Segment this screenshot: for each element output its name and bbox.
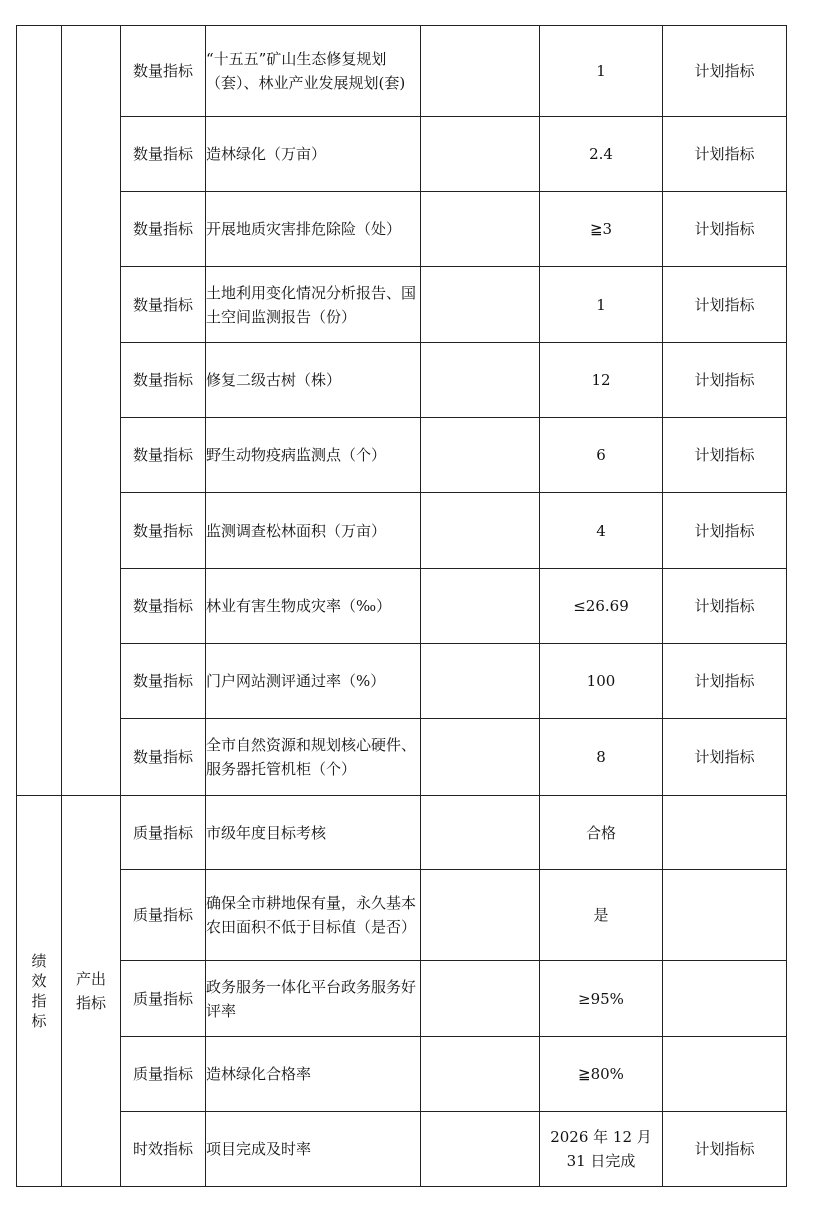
indicator-type: 质量指标 [121,796,206,870]
table-row [17,719,787,796]
blank-cell [421,644,540,719]
indicator-type: 数量指标 [121,418,206,493]
indicator-type: 数量指标 [121,644,206,719]
indicator-name: 项目完成及时率 [206,1112,421,1187]
indicator-value: ≧80% [540,1037,663,1112]
table-row [17,1037,787,1112]
table-row [17,961,787,1037]
indicator-name: “十五五”矿山生态修复规划（套）、林业产业发展规划(套) [206,26,421,117]
indicator-name: 林业有害生物成灾率（‰） [206,569,421,644]
indicator-value: 12 [540,343,663,418]
indicator-value: 合格 [540,796,663,870]
indicator-note [663,870,787,961]
indicator-value: 8 [540,719,663,796]
indicator-value: 6 [540,418,663,493]
table-row [17,267,787,343]
indicator-value: 4 [540,493,663,569]
indicator-value: ≥95% [540,961,663,1037]
indicator-note: 计划指标 [663,192,787,267]
level1-indicator-label: 绩效指标 [31,952,47,1030]
indicator-note: 计划指标 [663,418,787,493]
table-row [17,117,787,192]
indicator-value: 1 [540,26,663,117]
blank-cell [421,343,540,418]
indicator-type: 质量指标 [121,1037,206,1112]
indicator-value: ≧3 [540,192,663,267]
level1-cell-empty [17,26,62,796]
indicator-name: 开展地质灾害排危除险（处） [206,192,421,267]
indicator-note: 计划指标 [663,117,787,192]
table-row [17,569,787,644]
blank-cell [421,493,540,569]
indicator-value: 100 [540,644,663,719]
blank-cell [421,796,540,870]
indicator-name: 造林绿化合格率 [206,1037,421,1112]
indicator-name: 监测调查松林面积（万亩） [206,493,421,569]
table-row [17,343,787,418]
blank-cell [421,192,540,267]
blank-cell [421,870,540,961]
table-row [17,1112,787,1187]
table-row [17,26,787,117]
level2-cell-empty [62,26,121,796]
level2-indicator-cell [62,796,121,1187]
table-row [17,870,787,961]
blank-cell [421,418,540,493]
indicator-value: ≤26.69 [540,569,663,644]
indicator-type: 数量指标 [121,117,206,192]
indicator-name: 政务服务一体化平台政务服务好评率 [206,961,421,1037]
blank-cell [421,961,540,1037]
indicator-note: 计划指标 [663,343,787,418]
table-row [17,192,787,267]
indicator-name: 全市自然资源和规划核心硬件、服务器托管机柜（个） [206,719,421,796]
indicator-note: 计划指标 [663,644,787,719]
indicator-name: 野生动物疫病监测点（个） [206,418,421,493]
indicator-type: 数量指标 [121,719,206,796]
indicator-note [663,796,787,870]
table-row [17,418,787,493]
blank-cell [421,1037,540,1112]
indicator-type: 质量指标 [121,961,206,1037]
blank-cell [421,1112,540,1187]
indicator-name: 确保全市耕地保有量，永久基本农田面积不低于目标值（是否） [206,870,421,961]
indicator-note: 计划指标 [663,569,787,644]
indicator-note: 计划指标 [663,493,787,569]
indicator-type: 质量指标 [121,870,206,961]
indicator-note [663,1037,787,1112]
indicator-name: 门户网站测评通过率（%） [206,644,421,719]
table-row [17,796,787,870]
blank-cell [421,26,540,117]
table-row [17,493,787,569]
indicator-type: 数量指标 [121,493,206,569]
blank-cell [421,117,540,192]
indicator-type: 数量指标 [121,26,206,117]
level2-indicator-label: 产出指标 [75,970,106,1012]
indicator-name: 修复二级古树（株） [206,343,421,418]
indicator-value: 2026 年 12 月 31 日完成 [540,1112,663,1187]
blank-cell [421,719,540,796]
indicator-type: 数量指标 [121,343,206,418]
blank-cell [421,569,540,644]
indicator-note [663,961,787,1037]
indicator-note: 计划指标 [663,26,787,117]
indicator-type: 数量指标 [121,267,206,343]
indicator-note: 计划指标 [663,719,787,796]
indicator-type: 数量指标 [121,569,206,644]
performance-indicator-table [16,25,787,1187]
indicator-note: 计划指标 [663,1112,787,1187]
indicator-value: 是 [540,870,663,961]
indicator-type: 时效指标 [121,1112,206,1187]
blank-cell [421,267,540,343]
level1-indicator-cell [17,796,62,1187]
table-row [17,644,787,719]
indicator-note: 计划指标 [663,267,787,343]
indicator-name: 造林绿化（万亩） [206,117,421,192]
indicator-type: 数量指标 [121,192,206,267]
indicator-value: 1 [540,267,663,343]
indicator-value: 2.4 [540,117,663,192]
indicator-name: 市级年度目标考核 [206,796,421,870]
indicator-name: 土地利用变化情况分析报告、国土空间监测报告（份） [206,267,421,343]
